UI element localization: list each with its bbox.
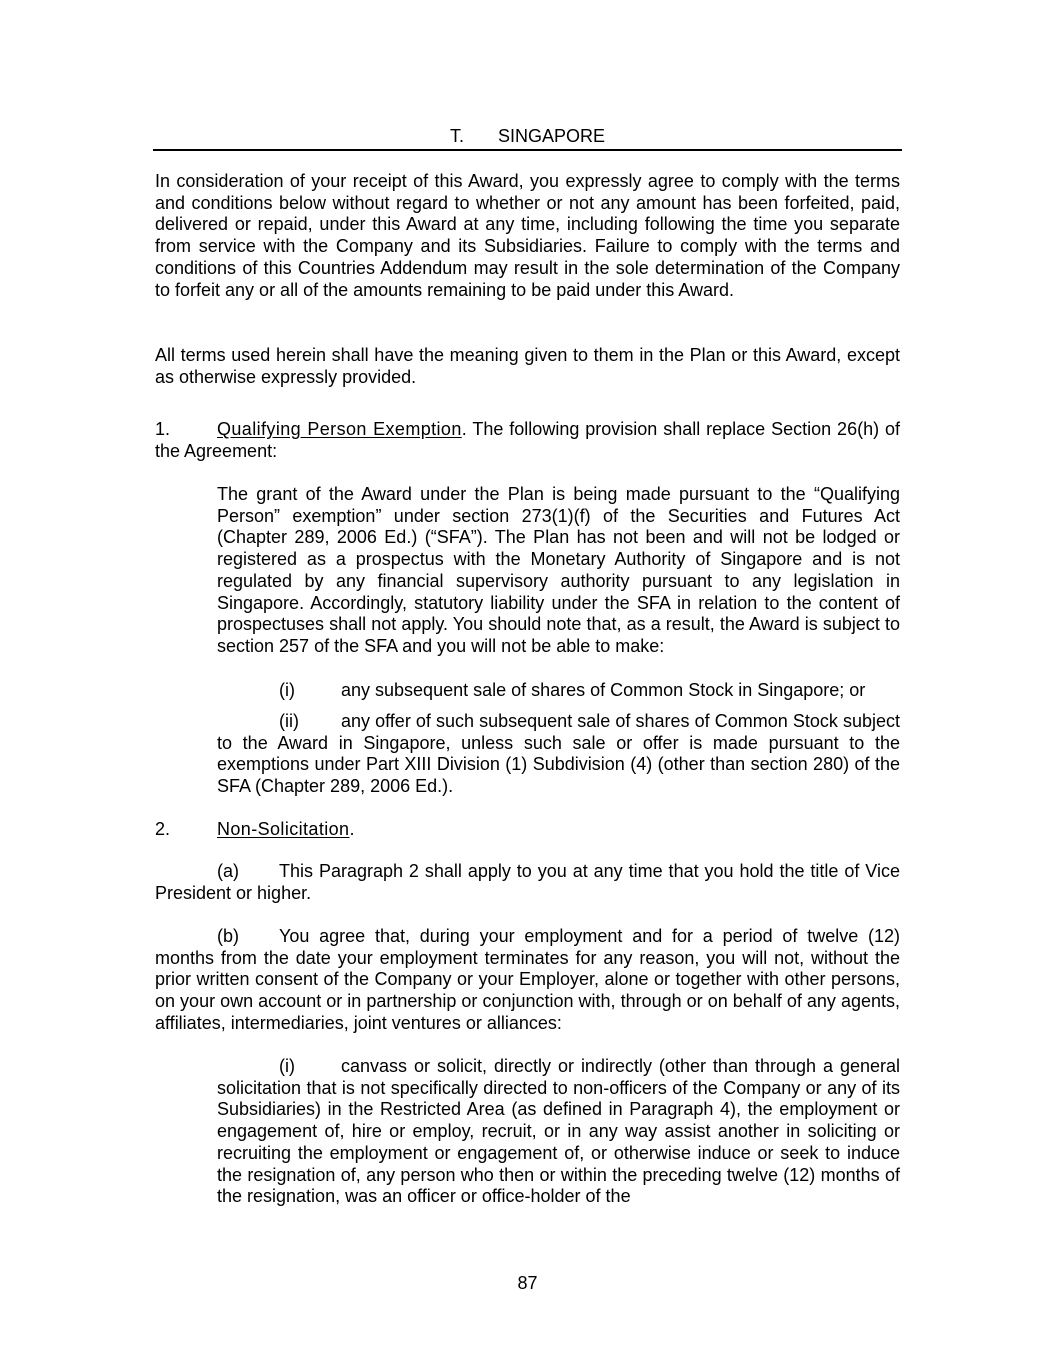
- item-2-number: 2.: [155, 819, 171, 839]
- item-1-quote: The grant of the Award under the Plan is being made pursuant to the “Qualifying Person” exemption” under section 273(1)(f) of the Securities and Futures Act (Chapter 289, 2006 Ed.) (“SFA”). The Plan has not been and will not be lodged or registered as a prospectus with the Monetary Authority of Singapore and is not regulated by any financial supervisory authority pursuant to any legislation in Singapore. Accordingly, statutory liability under the SFA in relation to the content of prospectuses shall not apply. You should note that, as a result, the Award is subject to section 257 of the SFA and you will not be able to make:: [217, 484, 900, 656]
- item-2-a: [155, 861, 900, 904]
- item-2-b-i: [217, 1056, 900, 1208]
- item-2-a-number: (a): [217, 861, 239, 881]
- section-letter: T.: [449, 126, 464, 146]
- item-2-b-i-number: (i): [279, 1056, 295, 1076]
- item-2-b: [155, 926, 900, 1035]
- item-2-title-end: .: [349, 819, 355, 839]
- intro-paragraph-2: All terms used herein shall have the meaning given to them in the Plan or this Award, except as otherwise expressly provided.: [155, 345, 900, 387]
- item-1-title: Qualifying Person Exemption: [217, 419, 462, 439]
- item-1-sub-ii-text: any offer of such subsequent sale of shares of Common Stock subject to the Award in Singapore, unless such sale or offer is made pursuant to the exemptions under Part XIII Division (1) Subdivision (4) (other than section 280) of the SFA (Chapter 289, 2006 Ed.).: [217, 711, 900, 797]
- item-1-sub-i-number: (i): [279, 680, 295, 700]
- item-2-b-text: You agree that, during your employment and for a period of twelve (12) months from the date your employment terminates for any reason, you will not, without the prior written consent of the Company or your Employer, alone or together with other persons, on your own account or in partnership or conjunction with, through or on behalf of any agents, affiliates, intermediaries, joint ventures or alliances:: [155, 926, 900, 1033]
- page-number: 87: [517, 1273, 538, 1293]
- item-1-sub-i: [217, 680, 900, 702]
- item-1-sub-ii: [217, 711, 900, 798]
- item-1-paragraph: [155, 419, 900, 462]
- section-title: SINGAPORE: [497, 126, 606, 146]
- item-2-heading: [155, 819, 900, 841]
- section-heading: [153, 125, 902, 151]
- item-2-title: Non-Solicitation: [217, 819, 350, 839]
- item-1-number: 1.: [155, 419, 171, 439]
- item-1-sub-ii-number: (ii): [279, 711, 299, 731]
- item-2-b-i-text: canvass or solicit, directly or indirectly (other than through a general solicitation that is not specifically directed to non-officers of the Company or any of its Subsidiaries) in the Restricted Area (as defined in Paragraph 4), the employment or engagement of, hire or employ, recruit, or in any way assist another in soliciting or recruiting the employment or engagement of, or otherwise induce or seek to induce the resignation of, any person who then or within the preceding twelve (12) months of the resignation, was an officer or office-holder of the: [217, 1056, 900, 1207]
- item-2-a-text: This Paragraph 2 shall apply to you at any time that you hold the title of Vice President or higher.: [155, 861, 900, 903]
- item-1-sub-i-text: any subsequent sale of shares of Common Stock in Singapore; or: [341, 680, 866, 700]
- item-2-b-number: (b): [217, 926, 239, 946]
- item-1-text: . The following provision shall replace Section 26(h) of the Agreement:: [155, 419, 901, 461]
- intro-paragraph-1: In consideration of your receipt of this Award, you expressly agree to comply with the terms and conditions below without regard to whether or not any amount has been forfeited, paid, delivered or repaid, under this Award at any time, including following the time you separate from service with the Company and its Subsidiaries. Failure to comply with the terms and conditions of this Countries Addendum may result in the sole determination of the Company to forfeit any or all of the amounts remaining to be paid under this Award.: [155, 171, 900, 300]
